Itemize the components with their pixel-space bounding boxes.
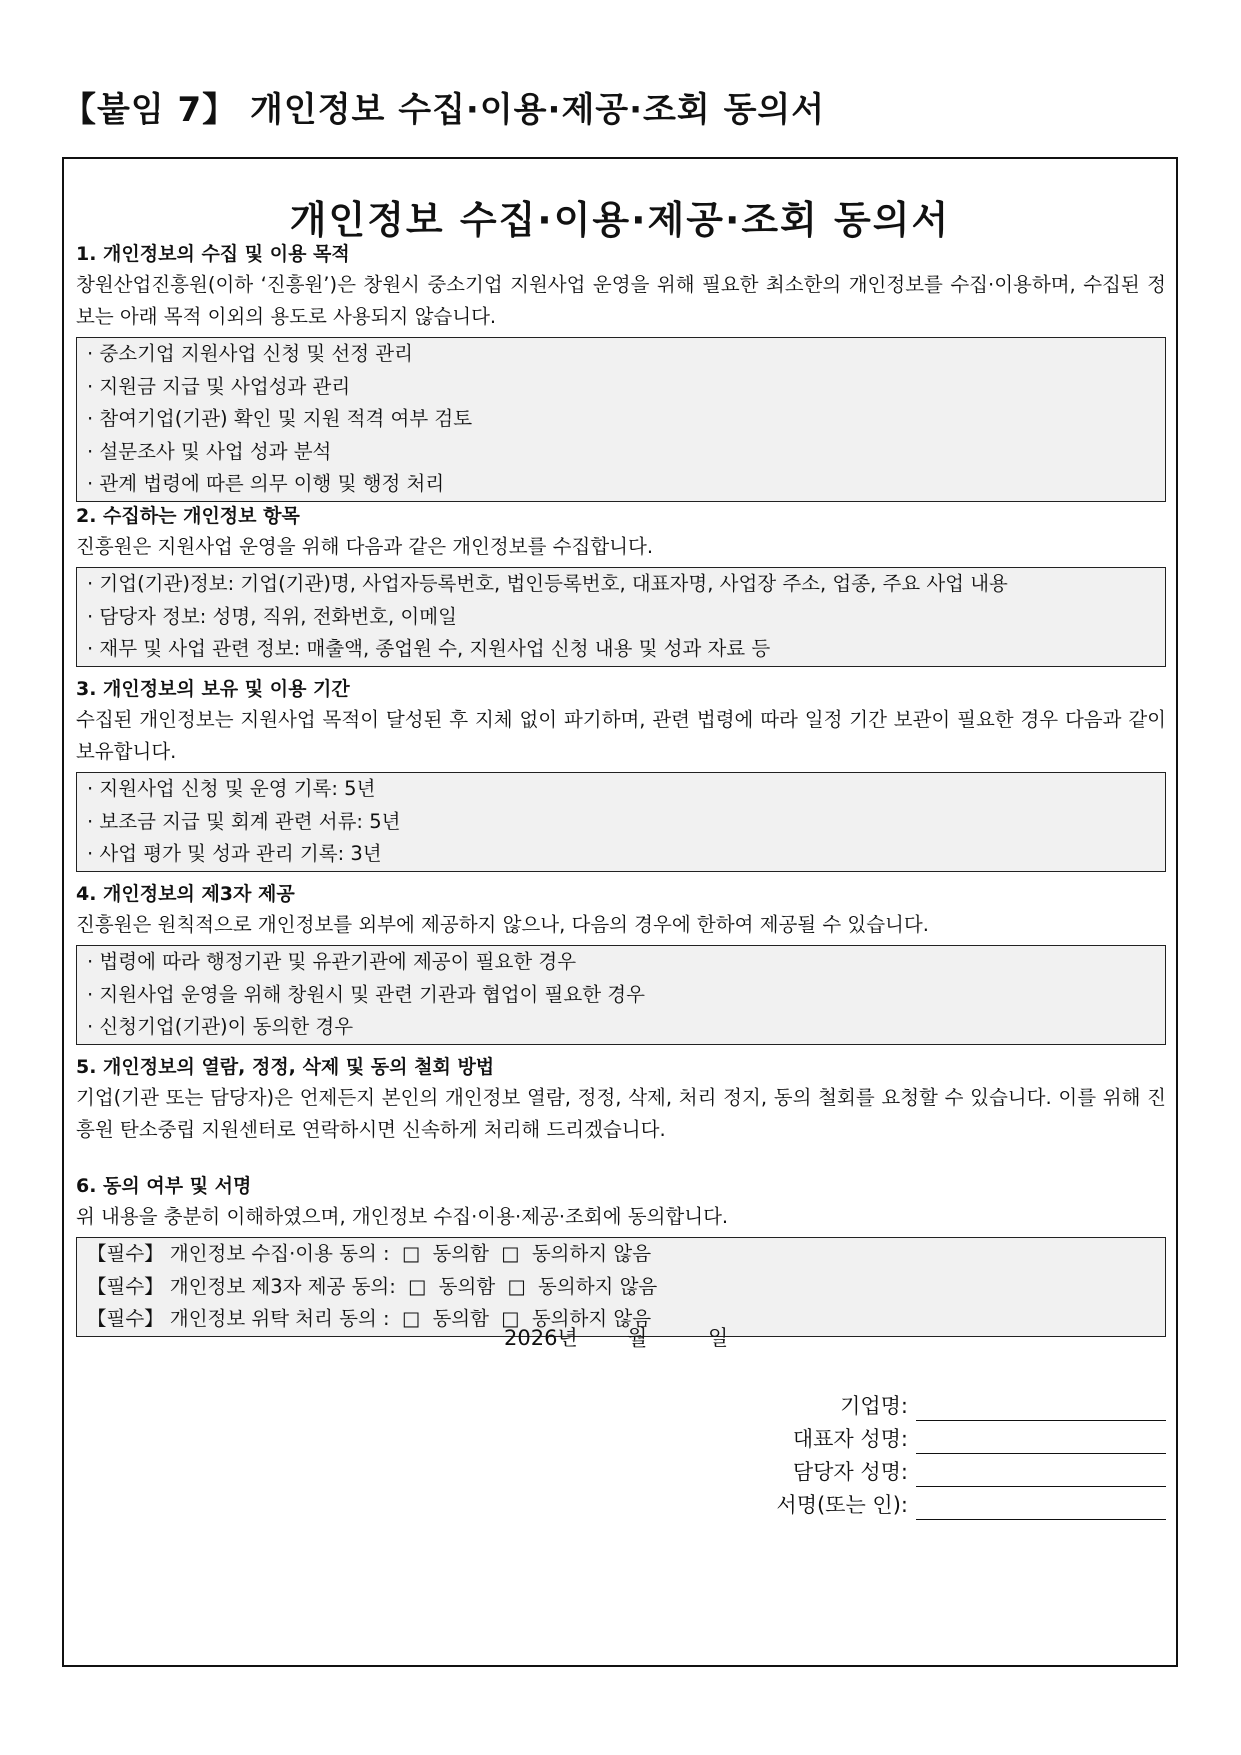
signature-line[interactable] [916, 1431, 1166, 1454]
list-item: · 신청기업(기관)이 동의한 경우 [87, 1015, 354, 1038]
date-row [64, 1322, 1176, 1352]
section-heading: 5. 개인정보의 열람, 정정, 삭제 및 동의 철회 방법 [76, 1056, 495, 1078]
signature-label: 기업명: [840, 1394, 908, 1418]
disagree-checkbox[interactable]: □ [501, 1307, 520, 1330]
section-third-party [76, 879, 1166, 1045]
section-heading: 2. 수집하는 개인정보 항목 [76, 505, 300, 527]
agree-checkbox[interactable]: □ [401, 1242, 421, 1265]
signature-seal [776, 1490, 1166, 1520]
disagree-label: 동의하지 않음 [531, 1307, 652, 1330]
consent-label: 【필수】 개인정보 위탁 처리 동의 : [87, 1307, 390, 1330]
date-day[interactable]: 일 [708, 1326, 729, 1350]
list-item: · 사업 평가 및 성과 관리 기록: 3년 [87, 842, 382, 865]
list-item: · 중소기업 지원사업 신청 및 선정 관리 [87, 342, 413, 365]
agree-checkbox[interactable]: □ [408, 1274, 427, 1298]
date-month[interactable]: 월 [627, 1326, 648, 1350]
agree-label: 동의함 [432, 1242, 489, 1265]
consent-row-collection [87, 1238, 1165, 1271]
section-purpose [76, 239, 1166, 502]
consent-label: 【필수】 개인정보 제3자 제공 동의: [87, 1274, 396, 1298]
disagree-checkbox[interactable]: □ [501, 1242, 520, 1265]
disagree-label: 동의하지 않음 [531, 1242, 652, 1265]
section-collected-items [76, 501, 1166, 667]
section-consent-signature [76, 1171, 1166, 1337]
list-item: · 담당자 정보: 성명, 직위, 전화번호, 이메일 [87, 604, 457, 628]
agree-checkbox[interactable]: □ [401, 1307, 421, 1330]
list-item: · 설문조사 및 사업 성과 분석 [87, 439, 332, 463]
section-text: 수집된 개인정보는 지원사업 목적이 달성된 후 지체 없이 파기하며, 관련 법령에 따라 일정 기간 보관이 필요한 경우 다음과 같이 보유합니다. [76, 708, 1166, 763]
consent-row-third-party [87, 1271, 1165, 1304]
list-item: · 지원사업 운영을 위해 창원시 및 관련 기관과 협업이 필요한 경우 [87, 982, 645, 1006]
signature-line[interactable] [916, 1464, 1166, 1487]
signature-label: 담당자 성명: [792, 1460, 908, 1484]
section-text: 기업(기관 또는 담당자)은 언제든지 본인의 개인정보 열람, 정정, 삭제, 처리 정지, 동의 철회를 요청할 수 있습니다. 이를 위해 진흥원 탄소중립 지원센터로 연락하시면 신속하게 처리해 드리겠습니다. [76, 1086, 1166, 1141]
retention-box [76, 772, 1166, 872]
section-text: 창원산업진흥원(이하 ‘진흥원’)은 창원시 중소기업 지원사업 운영을 위해 필요한 최소한의 개인정보를 수집·이용하며, 수집된 정보는 아래 목적 이외의 용도로 사용되지 않습니다. [76, 273, 1166, 328]
section-text: 위 내용을 충분히 이해하였으며, 개인정보 수집·이용·제공·조회에 동의합니다. [76, 1205, 729, 1228]
signature-line[interactable] [916, 1398, 1166, 1421]
list-item: · 보조금 지급 및 회계 관련 서류: 5년 [87, 809, 401, 833]
agree-label: 동의함 [432, 1307, 489, 1330]
section-heading: 6. 동의 여부 및 서명 [76, 1175, 252, 1197]
list-item: · 기업(기관)정보: 기업(기관)명, 사업자등록번호, 법인등록번호, 대표자명, 사업장 주소, 업종, 주요 사업 내용 [87, 572, 1008, 595]
signature-company-name [840, 1391, 1166, 1421]
list-item: · 재무 및 사업 관련 정보: 매출액, 종업원 수, 지원사업 신청 내용 및 성과 자료 등 [87, 637, 771, 660]
consent-form-frame [62, 157, 1178, 1667]
signature-line[interactable] [916, 1497, 1166, 1520]
collected-items-box [76, 567, 1166, 667]
signature-label: 대표자 성명: [792, 1427, 908, 1451]
section-heading: 4. 개인정보의 제3자 제공 [76, 883, 295, 905]
disagree-checkbox[interactable]: □ [507, 1274, 526, 1298]
signature-manager-name [793, 1457, 1166, 1487]
section-retention [76, 674, 1166, 872]
attachment-title: 【붙임 7】 개인정보 수집·이용·제공·조회 동의서 [62, 90, 826, 130]
consent-label: 【필수】 개인정보 수집·이용 동의 : [87, 1242, 390, 1265]
section-heading: 1. 개인정보의 수집 및 이용 목적 [76, 243, 350, 265]
agree-label: 동의함 [438, 1274, 496, 1298]
list-item: · 지원금 지급 및 사업성과 관리 [87, 374, 351, 398]
signature-ceo-name [793, 1424, 1166, 1454]
signature-label: 서명(또는 인): [776, 1493, 908, 1517]
section-rights [76, 1052, 1166, 1146]
section-heading: 3. 개인정보의 보유 및 이용 기간 [76, 678, 350, 700]
section-text: 진흥원은 원칙적으로 개인정보를 외부에 제공하지 않으나, 다음의 경우에 한하여 제공될 수 있습니다. [76, 913, 929, 936]
disagree-label: 동의하지 않음 [538, 1274, 658, 1298]
date-year: 2026년 [504, 1326, 578, 1350]
list-item: · 법령에 따라 행정기관 및 유관기관에 제공이 필요한 경우 [87, 950, 577, 973]
list-item: · 지원사업 신청 및 운영 기록: 5년 [87, 777, 376, 800]
third-party-box [76, 945, 1166, 1045]
list-item: · 관계 법령에 따른 의무 이행 및 행정 처리 [87, 472, 445, 495]
list-item: · 참여기업(기관) 확인 및 지원 적격 여부 검토 [87, 407, 473, 430]
document-title: 개인정보 수집·이용·제공·조회 동의서 [289, 198, 951, 242]
purpose-list-box [76, 337, 1166, 502]
section-text: 진흥원은 지원사업 운영을 위해 다음과 같은 개인정보를 수집합니다. [76, 535, 654, 558]
